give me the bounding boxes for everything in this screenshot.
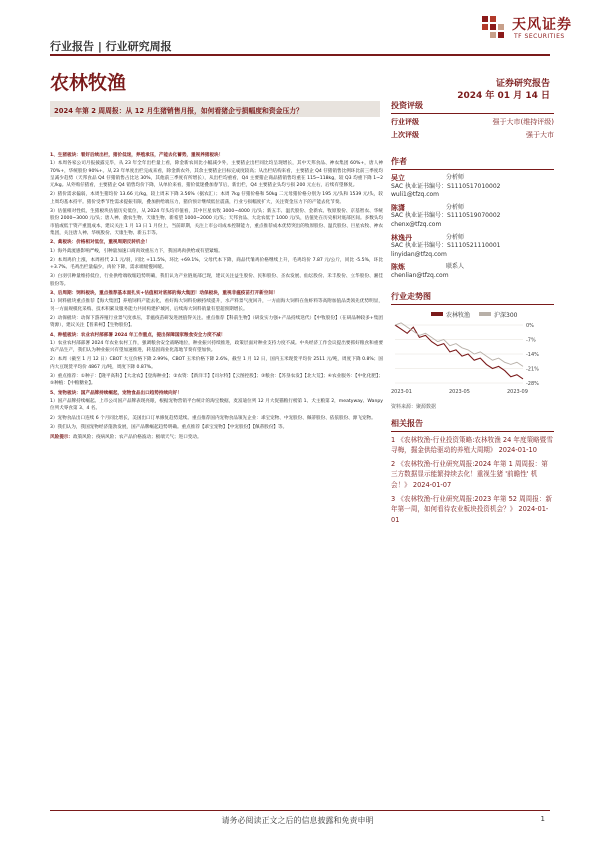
author-role: 分析师 bbox=[446, 174, 465, 181]
report-date: 2024 年 01 月 14 日 bbox=[457, 91, 550, 101]
legend-label: 沪深300 bbox=[494, 311, 518, 319]
footer-disclaimer: 请务必阅读正文之后的信息披露和免责申明 bbox=[221, 816, 374, 825]
report-title: 2024 年第 2 周周报：从 12 月生猪销售月报，如何看猪企亏损幅度和资金压力？ bbox=[50, 101, 380, 117]
section-paragraph: 2）本周（截至 1 月 12 日）CBOT 大豆价格下降 2.99%，CBOT 玉米价格下降 2.6%，截至 1 月 12 日，国内玉米现货平均价 2511 元/吨，周度下降 0.8%；国内大豆现货平均价 4867 元/吨，周度下降 0.87%。 bbox=[50, 357, 383, 370]
main-body bbox=[50, 150, 383, 441]
y-tick-label: -28% bbox=[526, 380, 539, 387]
rating-key: 上次评级 bbox=[391, 131, 419, 139]
author-card bbox=[391, 204, 554, 230]
report-type: 行业报告 | 行业研究周报 bbox=[50, 40, 172, 53]
header-rule bbox=[50, 54, 550, 56]
risk-label: 风险提示： bbox=[50, 435, 73, 441]
author-email[interactable]: chenx@tfzq.com bbox=[391, 220, 442, 228]
section-paragraph: 3）重点推荐：①种子：【隆平高科】【大北农】【登海种业】；②农资：【新洋丰】【司尔特】【云图控股】；③粮食：【苏垦农发】【北大荒】；④农业服务：【中化化肥】；⑤种植：【中粮糖业】。 bbox=[50, 374, 383, 387]
page-number: 1 bbox=[540, 815, 545, 823]
section-paragraph: 3）白羽引种量维持低位，行业供给端收缩趋势明确，我们认为产业链底部已现，建议关注益生股份、民和股份、圣农发展、仙坛股份、禾丰股份、立华股份、湘佳股份等。 bbox=[50, 274, 383, 287]
logo-mark-icon bbox=[480, 14, 508, 42]
author-cert: SAC 执业证书编号：S1110517010002 bbox=[391, 182, 501, 190]
section-heading: 4、种植板块：农业农村部部署 2024 年工作重点，提出保障国家粮食安全力度不减！ bbox=[50, 332, 226, 338]
logo-text-en: TF SECURITIES bbox=[514, 33, 565, 40]
trend-chart-svg bbox=[391, 309, 554, 401]
company-logo bbox=[480, 12, 580, 46]
y-tick-label: -21% bbox=[526, 366, 539, 373]
y-tick-label: -14% bbox=[526, 351, 539, 358]
legend-label: 农林牧渔 bbox=[446, 311, 471, 319]
risk-text: 政策风险；疫病风险；农产品价格波动；极端天气；进口变动。 bbox=[72, 435, 202, 441]
author-email[interactable]: chenlian@tfzq.com bbox=[391, 271, 449, 279]
author-name: 吴立 bbox=[391, 174, 405, 182]
related-list bbox=[391, 435, 554, 526]
related-report-link[interactable]: 2 《农林牧渔-行业研究周报:2024 年第 1 周周报：第三方数据显示能繁持续去化！重视生猪 '前瞻性' 机会！》 2024-01-07 bbox=[391, 459, 548, 489]
ratings-list bbox=[391, 118, 554, 140]
chart-heading: 行业走势图 bbox=[391, 291, 554, 305]
industry-title: 农林牧渔 bbox=[50, 72, 127, 94]
section-heading: 2、禽板块：价格相对低位，重视周期反转机会！ bbox=[50, 240, 150, 246]
section-heading: 5、宠物板块：国产品牌持续崛起，宠物食品出口趋势持续向好！ bbox=[50, 390, 182, 396]
related-report-link[interactable]: 3 《农林牧渔-行业研究周报:2023 年第 52 周周报：新年第一周，如何看待农业板块投资机会？》 2024-01-01 bbox=[391, 494, 553, 524]
author-cert: SAC 执业证书编号：S1110519070002 bbox=[391, 212, 501, 220]
author-email[interactable]: wuli1@tfzq.com bbox=[391, 191, 440, 199]
section-paragraph: 2）猪价需求偏弱，本周生猪均价 13.66 元/kg，较上周末下降 3.56%（据农汇）；本周 7kg 仔猪价格和 50kg 二元母猪价格分别为 195 元/头和 1539 元/头，较上周均基本持平。猪价受季节性需求提振有限，叠加供给端压力，猪价预计继续低位震荡，行业亏损幅度扩大，关注资金压力下的产能去化节奏。 bbox=[50, 192, 383, 205]
authors-heading: 作者 bbox=[391, 156, 554, 170]
author-card bbox=[391, 174, 554, 200]
sidebar bbox=[391, 100, 554, 525]
section-paragraph: 2）本周鸡价上涨，本周祖代 2.1 元/羽，同比 +11.5%，环比 +69.1%，父母代本下降，商品代雏鸡价格继续上升，毛鸡均价 7.87 元/公斤，同比 -5.5%，环比 +3.7%。毛鸡出栏量偏少，肉价下降，需求端缓慢回暖。 bbox=[50, 257, 383, 271]
rating-key: 行业评级 bbox=[391, 118, 419, 126]
author-email[interactable]: linyidan@tfzq.com bbox=[391, 250, 447, 258]
trend-chart bbox=[391, 309, 554, 401]
x-tick-label: 2023-09 bbox=[507, 388, 528, 395]
author-name: 陈炼 bbox=[391, 263, 405, 272]
logo-text-cn: 天风证券 bbox=[512, 17, 572, 33]
risk-note bbox=[50, 434, 383, 441]
author-role: 分析师 bbox=[446, 233, 465, 241]
rating-heading: 投资评级 bbox=[391, 100, 554, 114]
report-label: 证券研究报告 bbox=[495, 79, 550, 89]
author-cert: SAC 执业证书编号：S1110521110001 bbox=[391, 242, 501, 250]
section-paragraph: 2）宠物食品出口连续 6 个月同比增长，美国出口订单修复趋势延续。重点推荐国内宠物食品领先企业：乖宝宠物、中宠股份、佩蒂股份、依依股份、源飞宠物。 bbox=[50, 415, 376, 421]
x-tick-label: 2023-01 bbox=[391, 388, 412, 395]
chart-source: 资料来源：聚源数据 bbox=[391, 403, 437, 410]
author-role: 联系人 bbox=[446, 263, 465, 271]
section-paragraph: 1）农业农村部部署 2024 年农业农村工作，强调粮食安全战略地位，种业振兴持续推进，政策层面对种业支持力度不减。中央经济工作会议提出要抓好粮食和重要农产品生产，我们认为种业振兴有望加速推进，转基因商业化落地节奏有望加快。 bbox=[50, 340, 383, 354]
author-name: 陈潇 bbox=[391, 203, 405, 212]
section-paragraph: 1）海外禽流感影响严峻，引种量加速口商肉效重压力下，我国鸡肉供给或有望紧缩。 bbox=[50, 248, 223, 254]
footer-rule bbox=[50, 810, 550, 811]
authors-list bbox=[391, 174, 554, 281]
rating-value: 强于大市(维持评级) bbox=[492, 118, 554, 126]
section-heading: 3、后周期：饲料板块，重点推荐基本面扎实+估值相对底部的海大集团！动保板块，重视非瘟疫苗打开新空间！ bbox=[50, 291, 278, 297]
related-report-link[interactable]: 1 《农林牧渔-行业投资策略:农林牧渔 24 年度策略暨雪寻梅，掘金供给驱动的养殖大周期》 2024-01-10 bbox=[391, 435, 553, 455]
related-heading: 相关报告 bbox=[391, 418, 554, 432]
series-line bbox=[395, 325, 523, 379]
y-tick-label: -7% bbox=[526, 337, 536, 344]
legend-swatch bbox=[431, 312, 443, 316]
y-tick-label: 0% bbox=[526, 322, 534, 329]
section-paragraph: 1）饲料板块重点推荐【海大集团】养殖饲料产能去化，看好海大饲料份额持续提升，水产料景气度回升，一方面海大饲料在鱼虾料等高附加值品类领先优势明显，另一方面规模化采购、技术积累及服务能力共同构建护城河，后续海大饲料销量有望超预期增长。 bbox=[50, 299, 383, 312]
section-paragraph: 1）本周各家公司月报披露完毕，从 23 年全年出栏量上看，除金新农同比小幅减少外，主要猪企出栏同比均呈现增长，其中天邦食品、神农集团 60%+，唐人神 70%+，华统股份 90%+。从 23 年单度出栏完成来看，除金新农外，其余主要猪企目标完成度较高；从出栏结构来看，主要猪企 Q4 仔猪销售比例环比前三季度均呈减少趋势（天邦食品 Q4 仔猪销售占比达 30%，其他前三季度有所增长），从出栏均重看，Q4 主要猪企商品猪销售均重在 115~118kg，较 Q3 均重下降 1~2 元/kg。从外购仔猪看，主要猪企 Q4 销售均价下降，从单价来看，猪价低迷叠加春节后，新出栏，Q4 主要猪企头均亏损 200 元左右，后续有望修复。 bbox=[50, 161, 383, 189]
legend-swatch bbox=[479, 312, 491, 316]
section-heading: 1、生猪板块：看好后续出栏，猪价低迷，养殖承压，产能去化蓄势，重视养猪板块！ bbox=[50, 153, 224, 158]
x-tick-label: 2023-05 bbox=[449, 388, 470, 395]
rating-value: 强于大市 bbox=[526, 131, 554, 139]
section-paragraph: 3）我们认为，我国宠物经济蓬勃发展，国产品牌崛起趋势明确。重点推荐【乖宝宠物】【中宠股份】【佩蒂股份】等。 bbox=[50, 424, 288, 430]
author-card bbox=[391, 263, 554, 280]
rating-row bbox=[391, 131, 554, 140]
section-paragraph: 1）国产品牌持续崛起。上市公司国产品牌表现亮眼，根据宠物营销平台统计的淘宝数据，麦富迪位列 12 月大促猫粮行榜第 1、犬主粮第 2，meatyway、Wanpy 位列犬零食第 3、4 名。 bbox=[50, 398, 383, 412]
section-paragraph: 2）动保板块：动保下游养殖行业景气度承压，非瘟疫苗研发进展值得关注。重点推荐【科前生物】（研发实力强+产品持续迭代）【中牧股份】（在研品种较多+集团资源），建议关注【普莱柯】【生物股份】。 bbox=[50, 315, 383, 329]
author-name: 林逸丹 bbox=[391, 233, 412, 242]
author-role: 分析师 bbox=[446, 203, 465, 211]
rating-row bbox=[391, 118, 554, 127]
section-paragraph: 3）估值相对性低，生猪板块估值历史低位，从 2024 年头均市值看，其中巨星农牧 3000~4000 元/头；新五丰、温氏股份、金新农、牧原股份、京基智农、华统股份 2000~3000 元/头；唐人神、傲农生物、天康生物、新希望 1000~2000 元/头；天邦食品、大北农低于 1000 元/头，估值处在历史相对底部区间。多数头均市值或低于资产重置成本，建议关注 1 月 13 日 1 月份上，当前即期，关注上市公司成本控制能力，重点推荐成本优势突出的牧原股份、温氏股份、巨星农牧、神农集团，关注唐人神、华统股份、天康生物、新五丰等。 bbox=[50, 209, 383, 236]
author-card bbox=[391, 234, 554, 260]
